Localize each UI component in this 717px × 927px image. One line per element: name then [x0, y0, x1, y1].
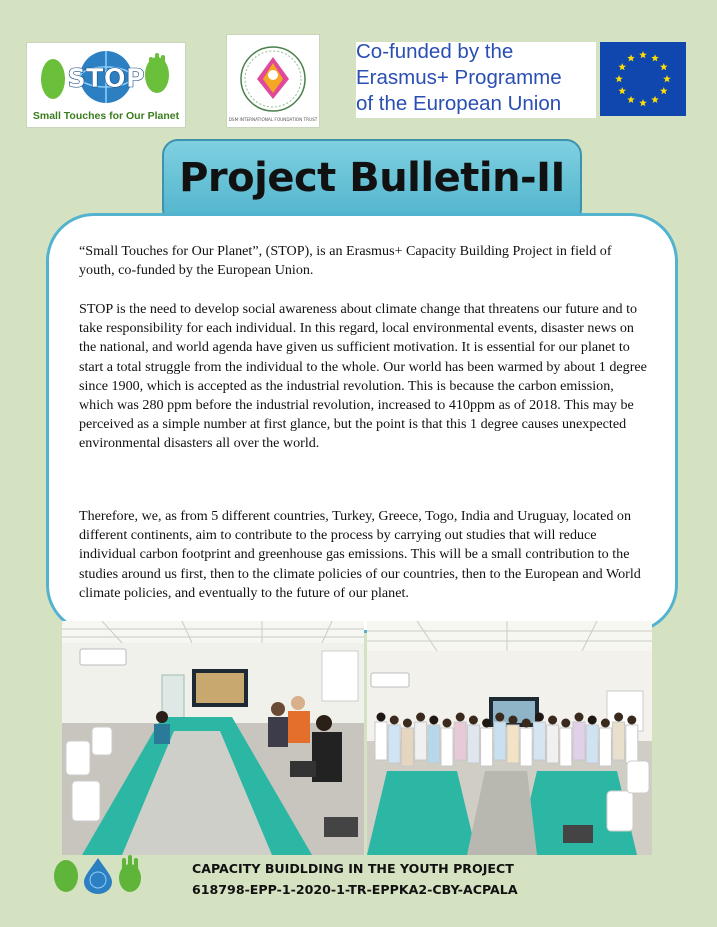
eu-stars	[600, 42, 686, 116]
footer-stop-icon	[50, 852, 146, 896]
eu-star-icon	[618, 87, 626, 94]
stop-logo-icon	[27, 43, 185, 127]
page-title: Project Bulletin-II	[179, 155, 565, 201]
eu-star-icon	[615, 75, 623, 82]
footer-project-type: CAPACITY BUIDLDING IN THE YOUTH PROJECT	[192, 861, 514, 876]
eu-star-icon	[660, 63, 668, 70]
eu-star-icon	[618, 63, 626, 70]
paragraph-countries: Therefore, we, as from 5 different countries, Turkey, Greece, Togo, India and Uruguay, located on different continents, aim to contribute to the process by carrying out studies that will reduce individual carbon footprint and greenhouse gas emissions. This will be a small contribution to the studies around us first, then to the climate policies of our countries, then to the European and World climate policies, and eventually to the future of our planet.	[79, 508, 641, 601]
footer-project-number: 618798-EPP-1-2020-1-TR-EPPKA2-CBY-ACPALA	[192, 882, 518, 897]
eu-star-icon	[627, 96, 635, 103]
dsm-logo-text: DSM INTERNATIONAL FOUNDATION TRUST	[228, 117, 318, 122]
group-photo-right	[367, 621, 652, 855]
erasmus-line-2: Erasmus+ Programme	[356, 66, 562, 89]
eu-star-icon	[651, 96, 659, 103]
dsm-foundation-icon	[227, 35, 319, 127]
paragraph-intro: “Small Touches for Our Planet”, (STOP), is an Erasmus+ Capacity Building Project in field of youth, co-funded by the European Union.	[79, 243, 612, 279]
eu-star-icon	[639, 51, 647, 58]
erasmus-line-1: Co-funded by the	[356, 40, 514, 63]
stop-logo	[26, 42, 186, 128]
paragraph-stop-need: STOP is the need to develop social awareness about climate change that threatens our future and to take responsibility for each individual. In this regard, local environmental events, disaster news on the national, and world agenda have given us sufficient motivation. It is essential for our planet to start a total struggle from the individual to the whole. Our world has been warmed by about 1 degree since 1900, which is accepted as the industrial revolution. This is because the carbon emission, which was 280 ppm before the industrial revolution, increased to 410ppm as of 2018. This may be perceived as a simple number at first glance, but the point is that this 1 degree causes unexpected environmental disasters all over the world.	[79, 301, 647, 452]
eu-star-icon	[660, 87, 668, 94]
erasmus-line-3: of the European Union	[356, 92, 562, 115]
eu-star-icon	[639, 99, 647, 106]
eu-star-icon	[627, 54, 635, 61]
meeting-room-photo-left	[62, 621, 364, 855]
dsm-foundation-logo	[226, 34, 320, 128]
intro-text-box	[46, 213, 678, 633]
erasmus-cofunding-text	[356, 42, 596, 118]
eu-star-icon	[651, 54, 659, 61]
eu-star-icon	[663, 75, 671, 82]
stop-tagline: Small Touches for Our Planet	[32, 110, 180, 122]
eu-flag-icon	[600, 42, 686, 116]
stop-logo-text: STOP	[67, 64, 145, 94]
